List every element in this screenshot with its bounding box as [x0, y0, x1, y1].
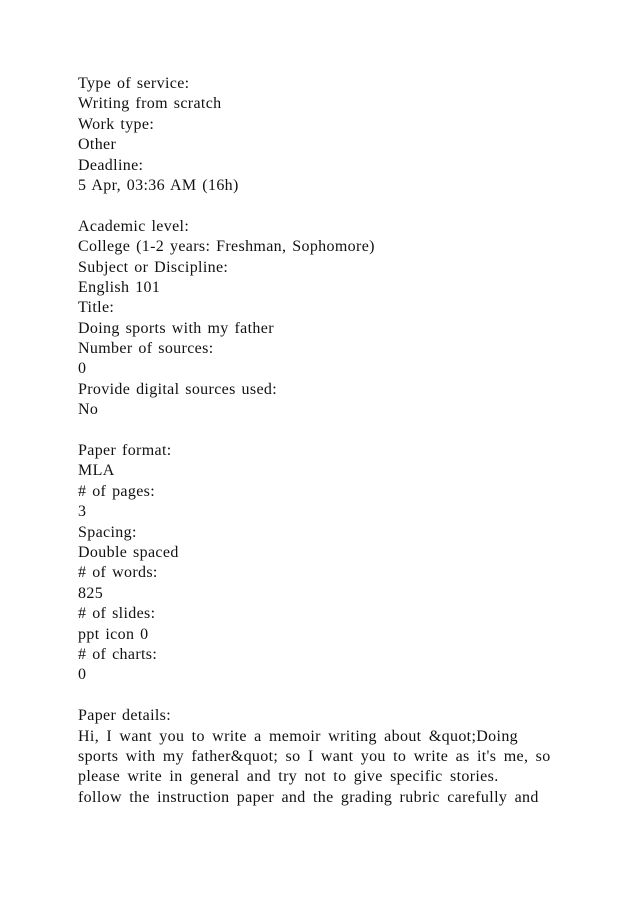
charts-value: 0 [78, 666, 87, 684]
charts-label: # of charts: [78, 645, 158, 663]
paper-details-text [78, 727, 578, 809]
deadline-label: Deadline: [78, 156, 144, 174]
paper-details-line: Hi, I want you to write a memoir writing about &quot;Doing [78, 727, 519, 745]
slides-label: # of slides: [78, 605, 156, 623]
pages-value: 3 [78, 503, 87, 521]
order-details [78, 74, 578, 808]
paper-details-line: follow the instruction paper and the grading rubric carefully and [78, 788, 539, 806]
paper-format-label: Paper format: [78, 442, 172, 460]
paper-details-line: please write in general and try not to give specific stories. [78, 768, 499, 786]
sources-value: 0 [78, 360, 87, 378]
paper-format-value: MLA [78, 462, 115, 480]
paper-details-label: Paper details: [78, 707, 172, 725]
words-label: # of words: [78, 564, 158, 582]
spacing-value: Double spaced [78, 543, 179, 561]
spacing-label: Spacing: [78, 523, 137, 541]
work-type-label: Work type: [78, 115, 155, 133]
sources-label: Number of sources: [78, 340, 214, 358]
subject-label: Subject or Discipline: [78, 258, 229, 276]
work-type-value: Other [78, 136, 117, 154]
digital-sources-value: No [78, 401, 99, 419]
section-gap [78, 686, 578, 706]
deadline-value: 5 Apr, 03:36 AM (16h) [78, 176, 239, 194]
section-gap [78, 196, 578, 216]
subject-value: English 101 [78, 278, 161, 296]
academic-level-value: College (1-2 years: Freshman, Sophomore) [78, 238, 375, 256]
paper-details-line: sports with my father&quot; so I want you to write as it's me, so [78, 747, 551, 765]
type-of-service-label: Type of service: [78, 75, 190, 92]
words-value: 825 [78, 584, 104, 602]
slides-value: ppt icon 0 [78, 625, 149, 643]
type-of-service-value: Writing from scratch [78, 95, 222, 113]
pages-label: # of pages: [78, 482, 156, 500]
title-label: Title: [78, 299, 115, 317]
section-gap [78, 421, 578, 441]
academic-level-label: Academic level: [78, 217, 190, 235]
title-value: Doing sports with my father [78, 319, 274, 337]
digital-sources-label: Provide digital sources used: [78, 380, 278, 398]
